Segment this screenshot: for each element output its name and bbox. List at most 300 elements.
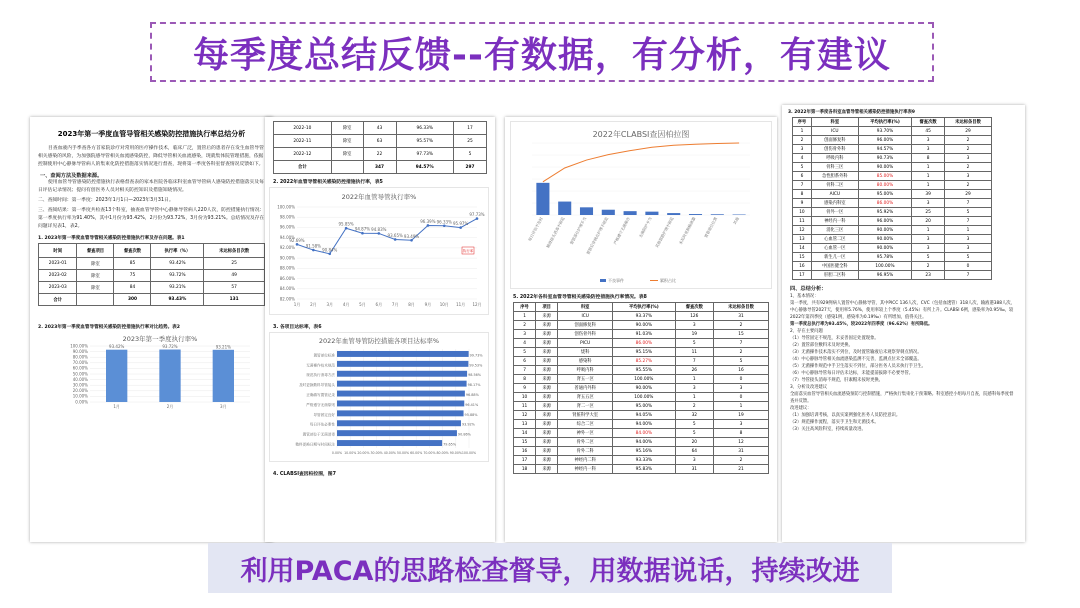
- x-tick-label: 1月: [293, 302, 301, 307]
- table-cell: 11: [675, 348, 714, 357]
- table-cell: 骨外二区: [558, 438, 613, 447]
- analysis-line: （7）导管接头消毒不规范，肝素帽未按时更换。: [790, 378, 883, 383]
- table-cell: 85.00%: [858, 172, 911, 181]
- analysis-line: （2）规范操作流程，落实手卫生和无菌技术。: [790, 420, 879, 425]
- table-cell: 95.16%: [613, 447, 675, 456]
- table-cell: 神经内二科: [558, 456, 613, 465]
- table-cell: 15: [793, 253, 812, 262]
- table-cell: 95.00%: [613, 402, 675, 411]
- doc1-sec1: 一、查阅方法及数据来源。: [40, 173, 103, 179]
- table-cell: 2: [793, 136, 812, 145]
- table-cell: 肾五一区: [558, 375, 613, 384]
- table-cell: 2: [945, 145, 992, 154]
- table-cell: 95.83%: [613, 465, 675, 474]
- table-cell: 2023-02: [39, 270, 77, 282]
- table-cell: 心血管二区: [811, 235, 858, 244]
- table-cell: 26: [675, 366, 714, 375]
- x-tick-label: 80.00%: [436, 451, 449, 455]
- data-label: 98.17%: [467, 383, 481, 388]
- table-cell: 31: [714, 312, 769, 321]
- table-cell: 97.73%: [396, 148, 454, 161]
- report-page-4: [782, 105, 1025, 542]
- y-tick-label: 82.00%: [279, 296, 295, 302]
- bar: [337, 351, 469, 357]
- x-tick-label: 90.00%: [449, 451, 462, 455]
- table-cell: 93.33%: [613, 456, 675, 465]
- table-header-cell: 督查次数: [114, 244, 151, 258]
- table-row: [793, 262, 992, 271]
- data-label: 96.88%: [465, 393, 479, 398]
- table-cell: 6: [514, 357, 536, 366]
- table-cell: 20: [912, 217, 945, 226]
- bar: [624, 211, 637, 215]
- table-row: [514, 429, 769, 438]
- table-row: [39, 294, 265, 306]
- table-cell: 消化三区: [811, 226, 858, 235]
- legend-label: 累积占比: [660, 278, 676, 283]
- table-cell: 1: [912, 172, 945, 181]
- y-tick-label: 94.00%: [279, 234, 295, 240]
- table-header-cell: 未达标条目数: [714, 303, 769, 312]
- y-tick-label: 96.00%: [279, 224, 295, 230]
- table-cell: 肾二一区: [558, 402, 613, 411]
- table-cell: 2: [945, 181, 992, 190]
- x-tick-label: 9月: [424, 302, 432, 307]
- y-tick-label: 60.00%: [72, 365, 88, 371]
- table-cell: 25: [454, 135, 487, 148]
- table-header-cell: 时间: [39, 244, 77, 258]
- doc3-table: [513, 302, 769, 474]
- data-label: 97.73%: [469, 212, 485, 218]
- table-cell: 5: [675, 420, 714, 429]
- table-cell: 8: [514, 375, 536, 384]
- table-cell: 5: [714, 357, 769, 366]
- table-cell: 19: [714, 411, 769, 420]
- bar: [689, 214, 702, 215]
- data-point: [394, 238, 397, 241]
- table-row: [793, 217, 992, 226]
- data-label: 94.83%: [371, 226, 387, 232]
- table-row: [793, 244, 992, 253]
- table-cell: 86.00%: [613, 339, 675, 348]
- doc1-table1-caption: 1. 2023年第一季度血管导管相关感染防控措施执行率及存在问题。表1: [38, 236, 185, 241]
- y-tick-label: 及时更换敷料导管接头: [299, 383, 335, 388]
- data-label: 92.69%: [289, 237, 305, 243]
- y-tick-label: 50.00%: [72, 371, 88, 377]
- table-cell: 5: [912, 253, 945, 262]
- chart-title: 2022年血管导管执行率%: [341, 193, 417, 201]
- y-tick-label: 每日评估必要性: [309, 422, 335, 427]
- bottom-banner: [208, 543, 892, 593]
- table-cell: 1: [675, 375, 714, 384]
- table-cell: 7: [945, 271, 992, 280]
- table-cell: 2023-01: [39, 258, 77, 270]
- table-cell: 13: [793, 235, 812, 244]
- table-row: [793, 163, 992, 172]
- table-row: [793, 190, 992, 199]
- table-cell: 85.27%: [613, 357, 675, 366]
- table-cell: 100.00%: [613, 393, 675, 402]
- table-cell: 95.57%: [396, 135, 454, 148]
- data-point: [476, 217, 479, 220]
- table-cell: 2022-11: [274, 135, 332, 148]
- table-cell: 23: [912, 271, 945, 280]
- table-cell: 合计: [274, 161, 332, 174]
- x-tick-label: 40.00%: [383, 451, 396, 455]
- table-cell: 13: [514, 420, 536, 429]
- table-row: [514, 339, 769, 348]
- x-tick-label: 20.00%: [357, 451, 370, 455]
- data-point: [459, 226, 462, 229]
- table-row: [39, 270, 265, 282]
- table-cell: 0: [714, 393, 769, 402]
- table-header-cell: 督查项目: [77, 244, 114, 258]
- table-header-cell: 序号: [793, 118, 812, 127]
- table-cell: 除室: [331, 135, 363, 148]
- table-cell: 除室: [331, 122, 363, 135]
- table-cell: 3: [675, 456, 714, 465]
- data-label: 96.41%: [465, 402, 479, 407]
- table-cell: 心血管一区: [811, 244, 858, 253]
- table-cell: 骨科二区: [811, 181, 858, 190]
- table-cell: 来源: [536, 321, 558, 330]
- data-point: [443, 224, 446, 227]
- table-cell: 1: [945, 226, 992, 235]
- table-row: [514, 438, 769, 447]
- table-cell: 25: [204, 258, 265, 270]
- analysis-line: 2、存在主要问题: [790, 329, 823, 334]
- x-tick-label: 7月: [391, 302, 399, 307]
- table-cell: 3: [945, 172, 992, 181]
- table-header-cell: 未达标条目次数: [204, 244, 265, 258]
- table-cell: 95.00%: [858, 190, 911, 199]
- table-cell: 2: [945, 136, 992, 145]
- bar: [558, 202, 571, 215]
- analysis-line: 第一季度总执行率为93.45%，较2022年四季度（96.62%）有所降低。: [790, 322, 933, 327]
- x-tick-label: 50.00%: [396, 451, 410, 455]
- table-cell: 31: [675, 465, 714, 474]
- table-cell: 84.00%: [613, 429, 675, 438]
- data-point: [328, 253, 331, 256]
- data-point: [361, 232, 364, 235]
- table-cell: 12: [714, 438, 769, 447]
- y-tick-label: 70.00%: [72, 360, 88, 366]
- x-tick-label: 4月: [342, 302, 350, 307]
- chart-title: 2022年CLABSI查因柏拉图: [592, 130, 690, 139]
- table-cell: 347: [363, 161, 396, 174]
- data-label: 96.33%: [436, 219, 452, 225]
- x-tick-label: 严格遵守无菌操作: [612, 216, 631, 246]
- y-tick-label: 88.00%: [279, 265, 295, 271]
- doc2-top-table: [273, 121, 487, 174]
- table-cell: 来源: [536, 393, 558, 402]
- table-row: [793, 208, 992, 217]
- table-row: [514, 312, 769, 321]
- table-cell: 131: [204, 294, 265, 306]
- chart-title: 2023年第一季度执行率%: [122, 335, 198, 343]
- table-cell: 100.00%: [858, 262, 911, 271]
- analysis-line: （3）关注高风险科室，持续质量改进。: [790, 427, 866, 432]
- table-cell: 来源: [536, 402, 558, 411]
- table-cell: 11: [793, 217, 812, 226]
- table-row: [514, 330, 769, 339]
- x-tick-label: 每日评估不及时: [526, 216, 544, 242]
- table-header-cell: 督查次数: [912, 118, 945, 127]
- x-tick-label: 2月: [310, 302, 317, 307]
- table-cell: 来源: [536, 411, 558, 420]
- table-cell: [77, 294, 114, 306]
- table-cell: 来源: [536, 447, 558, 456]
- table-cell: 21: [714, 465, 769, 474]
- doc1-chart2-caption: 2. 2023年第一季度血管导管相关感染防控措施执行率对比趋势。表2: [38, 325, 180, 330]
- bar: [337, 371, 467, 377]
- analysis-line: 全面落实血管导管相关血流感染预防与控制措施，严格执行集束化干预策略。科室感控小组每月自查，院感科每季度督查并反馈。: [790, 392, 1014, 404]
- table-cell: 75: [114, 270, 151, 282]
- y-tick-label: 规范执行消毒方法: [306, 373, 335, 378]
- bar: [106, 350, 127, 402]
- table-cell: 95.92%: [858, 208, 911, 217]
- table-cell: 16: [714, 366, 769, 375]
- table-cell: 1: [912, 181, 945, 190]
- table-row: [793, 271, 992, 280]
- table-cell: 创面修复科: [558, 321, 613, 330]
- table-cell: 95.78%: [858, 253, 911, 262]
- table-cell: 3: [675, 384, 714, 393]
- chart-title: 2022年血管导管防控措施各项目达标率%: [318, 337, 440, 345]
- table-cell: 3: [714, 420, 769, 429]
- table-cell: 创面修复科: [811, 136, 858, 145]
- table-cell: 93.37%: [613, 312, 675, 321]
- analysis-line: （1）加强培训考核，以真实案例强化医务人员防控意识。: [790, 413, 901, 418]
- doc4-analysis-title: 四、总结分析：: [790, 286, 827, 292]
- table-cell: 5: [675, 429, 714, 438]
- table-row: [514, 348, 769, 357]
- y-tick-label: 置管部位于无菌消毒: [302, 432, 335, 437]
- table-cell: 49: [204, 270, 265, 282]
- bar: [337, 410, 464, 416]
- table-cell: 90.00%: [858, 244, 911, 253]
- table-cell: 45: [912, 127, 945, 136]
- x-tick-label: 30.00%: [370, 451, 383, 455]
- table-cell: 来源: [536, 375, 558, 384]
- analysis-line: 改进建议：: [790, 406, 812, 411]
- y-tick-label: 导管固定良好: [313, 412, 335, 417]
- data-label: 90.86%: [457, 432, 471, 437]
- table-cell: 91.03%: [613, 330, 675, 339]
- table-cell: 25: [912, 208, 945, 217]
- table-cell: 297: [454, 161, 487, 174]
- data-label: 93.65%: [387, 232, 403, 238]
- data-label: 93.21%: [215, 344, 231, 350]
- table-header-cell: 未达标条目数: [945, 118, 992, 127]
- table-header-cell: 科室: [811, 118, 858, 127]
- table-cell: 除室: [77, 282, 114, 294]
- y-tick-label: 90.00%: [72, 348, 88, 354]
- bar: [159, 350, 180, 402]
- table-cell: 急性胆系外科: [811, 172, 858, 181]
- x-tick-label: 70.00%: [423, 451, 436, 455]
- table-cell: 16: [793, 262, 812, 271]
- data-label: 98.56%: [468, 373, 482, 378]
- table-cell: 4: [793, 154, 812, 163]
- table-cell: 肾五五区: [558, 393, 613, 402]
- table-cell: 2: [912, 262, 945, 271]
- table-cell: 96.33%: [396, 122, 454, 135]
- table-cell: ICU: [811, 127, 858, 136]
- table-cell: 来源: [536, 330, 558, 339]
- x-tick-label: 10月: [439, 302, 449, 307]
- table-cell: 来源: [536, 438, 558, 447]
- data-label: 95.97%: [453, 221, 469, 227]
- table-row: [39, 282, 265, 294]
- table-header-cell: 序号: [514, 303, 536, 312]
- legend-label: 不良事件: [608, 278, 624, 283]
- table-cell: 7: [945, 217, 992, 226]
- x-tick-label: 11月: [456, 302, 466, 307]
- data-label: 79.65%: [443, 442, 457, 447]
- table-cell: 中国医健全科: [811, 262, 858, 271]
- doc1-table1: [38, 243, 265, 306]
- x-tick-label: 未及时更换输液器: [677, 216, 697, 246]
- y-tick-label: 正确填写置管记录: [306, 393, 335, 398]
- y-tick-label: 40.00%: [72, 376, 88, 382]
- table-row: [793, 199, 992, 208]
- table-cell: 肝胆二区科: [811, 271, 858, 280]
- table-cell: 93.43%: [151, 294, 204, 306]
- data-point: [427, 224, 430, 227]
- table-row: [514, 456, 769, 465]
- doc2-caption-c: 4. CLABSI查因柏拉图，图7: [273, 472, 336, 477]
- table-cell: 来源: [536, 348, 558, 357]
- data-label: 95.88%: [464, 412, 478, 417]
- table-cell: 3: [945, 154, 992, 163]
- table-cell: 9: [514, 384, 536, 393]
- table-cell: 93.72%: [151, 270, 204, 282]
- table-cell: 呼吸内科: [811, 154, 858, 163]
- data-label: 93.42%: [109, 344, 125, 350]
- y-tick-label: 无菌操作技术规范: [306, 363, 335, 368]
- table-row: [793, 253, 992, 262]
- table-cell: 96.95%: [858, 271, 911, 280]
- table-row: [793, 136, 992, 145]
- table-cell: 3: [945, 244, 992, 253]
- table-cell: 90.00%: [858, 235, 911, 244]
- doc1-intro: 目查血液内手季查各方首家院诊疗对常用的医疗操作技术，临床广泛，置管后的患者存在发生血管导管相关感染的风险，为加强院感导管相关血流感染防控，降低导管相关血流感染，现就集体院管理措施，依据控制使用中心静脉导管病人的集束化防控措施落实情况进行督查，现将第一季度各科室督查情况反馈如下。: [38, 146, 264, 167]
- table-cell: 11: [514, 402, 536, 411]
- table-cell: 22: [363, 148, 396, 161]
- doc1-sec2: 二、查阅时间：第一季度：2023年1月1日—2023年3月31日。: [38, 198, 174, 203]
- table-cell: 90.00%: [613, 384, 675, 393]
- bar: [337, 430, 457, 436]
- table-cell: 2022-12: [274, 148, 332, 161]
- table-cell: 3: [945, 235, 992, 244]
- table-cell: 除室: [77, 270, 114, 282]
- x-tick-label: 其他管路护理不规范: [654, 216, 675, 249]
- table-row: [793, 145, 992, 154]
- y-tick-label: 置管部位标准: [313, 353, 335, 358]
- data-label: 90.84%: [322, 247, 338, 253]
- table-header-cell: 督查次数: [675, 303, 714, 312]
- doc1-title: 2023年第一季度血管导管相关感染防控措施执行率总结分析: [57, 130, 246, 138]
- table-cell: 17: [514, 456, 536, 465]
- table-cell: 来源: [536, 357, 558, 366]
- table-cell: 1: [793, 127, 812, 136]
- table-cell: 烧科: [558, 348, 613, 357]
- title-box: [150, 22, 934, 82]
- x-tick-label: 8月: [408, 302, 415, 307]
- data-label: 93.49%: [403, 233, 420, 239]
- table-cell: 32: [675, 411, 714, 420]
- table-cell: 300: [114, 294, 151, 306]
- table-cell: 15: [514, 438, 536, 447]
- table-cell: 神经内一科: [811, 217, 858, 226]
- y-tick-label: 10.00%: [72, 393, 88, 399]
- table-cell: 来源: [536, 456, 558, 465]
- x-tick-label: 置管部位位置: [703, 216, 719, 239]
- table-cell: 90.00%: [858, 226, 911, 235]
- table-cell: [331, 161, 363, 174]
- y-tick-label: 80.00%: [72, 354, 88, 360]
- table-cell: 95.15%: [613, 348, 675, 357]
- bottom-banner-text: 利用PACA的思路检查督导，用数据说话，持续改进: [240, 555, 860, 587]
- table-cell: 5: [793, 163, 812, 172]
- bar: [580, 207, 593, 215]
- table-cell: 普通内外科: [558, 384, 613, 393]
- table-cell: 10: [793, 208, 812, 217]
- table-row: [274, 122, 487, 135]
- table-cell: 57: [204, 282, 265, 294]
- table-header-cell: 科室: [558, 303, 613, 312]
- table-row: [514, 375, 769, 384]
- table-cell: 5: [514, 348, 536, 357]
- table-cell: 3: [675, 321, 714, 330]
- table-cell: 5: [454, 148, 487, 161]
- data-label: 99.73%: [469, 353, 483, 358]
- doc4-table: [792, 117, 992, 280]
- table-cell: 29: [945, 127, 992, 136]
- data-point: [410, 239, 413, 242]
- table-cell: 14: [793, 244, 812, 253]
- table-cell: 呼吸内科: [558, 366, 613, 375]
- table-cell: 2: [514, 321, 536, 330]
- table-cell: 3: [912, 199, 945, 208]
- x-tick-label: 置管部位护理不当: [568, 216, 588, 246]
- table-cell: 1: [675, 393, 714, 402]
- table-cell: 6: [793, 172, 812, 181]
- table-header-cell: 项目: [536, 303, 558, 312]
- table-cell: 20: [675, 438, 714, 447]
- table-cell: 86.00%: [858, 199, 911, 208]
- table-cell: 3: [912, 136, 945, 145]
- table-cell: 来源: [536, 339, 558, 348]
- table-cell: 1: [912, 163, 945, 172]
- report-page-3: [505, 117, 777, 542]
- x-tick-label: 其他: [732, 216, 740, 226]
- x-tick-label: 2月: [166, 404, 174, 409]
- table-row: [514, 411, 769, 420]
- doc2-caption-a: 2. 2022年血管导管相关感染防控措施执行率，表5: [273, 180, 383, 185]
- analysis-line: 1、基本情况：: [790, 294, 819, 299]
- table-cell: 创伤骨外科: [558, 330, 613, 339]
- table-cell: 2: [714, 348, 769, 357]
- bar: [602, 210, 615, 215]
- table-row: [793, 127, 992, 136]
- table-cell: 10: [514, 393, 536, 402]
- table-cell: 8: [793, 190, 812, 199]
- chart-frame: [270, 188, 489, 315]
- table-cell: 12: [514, 411, 536, 420]
- table-cell: 94.00%: [613, 438, 675, 447]
